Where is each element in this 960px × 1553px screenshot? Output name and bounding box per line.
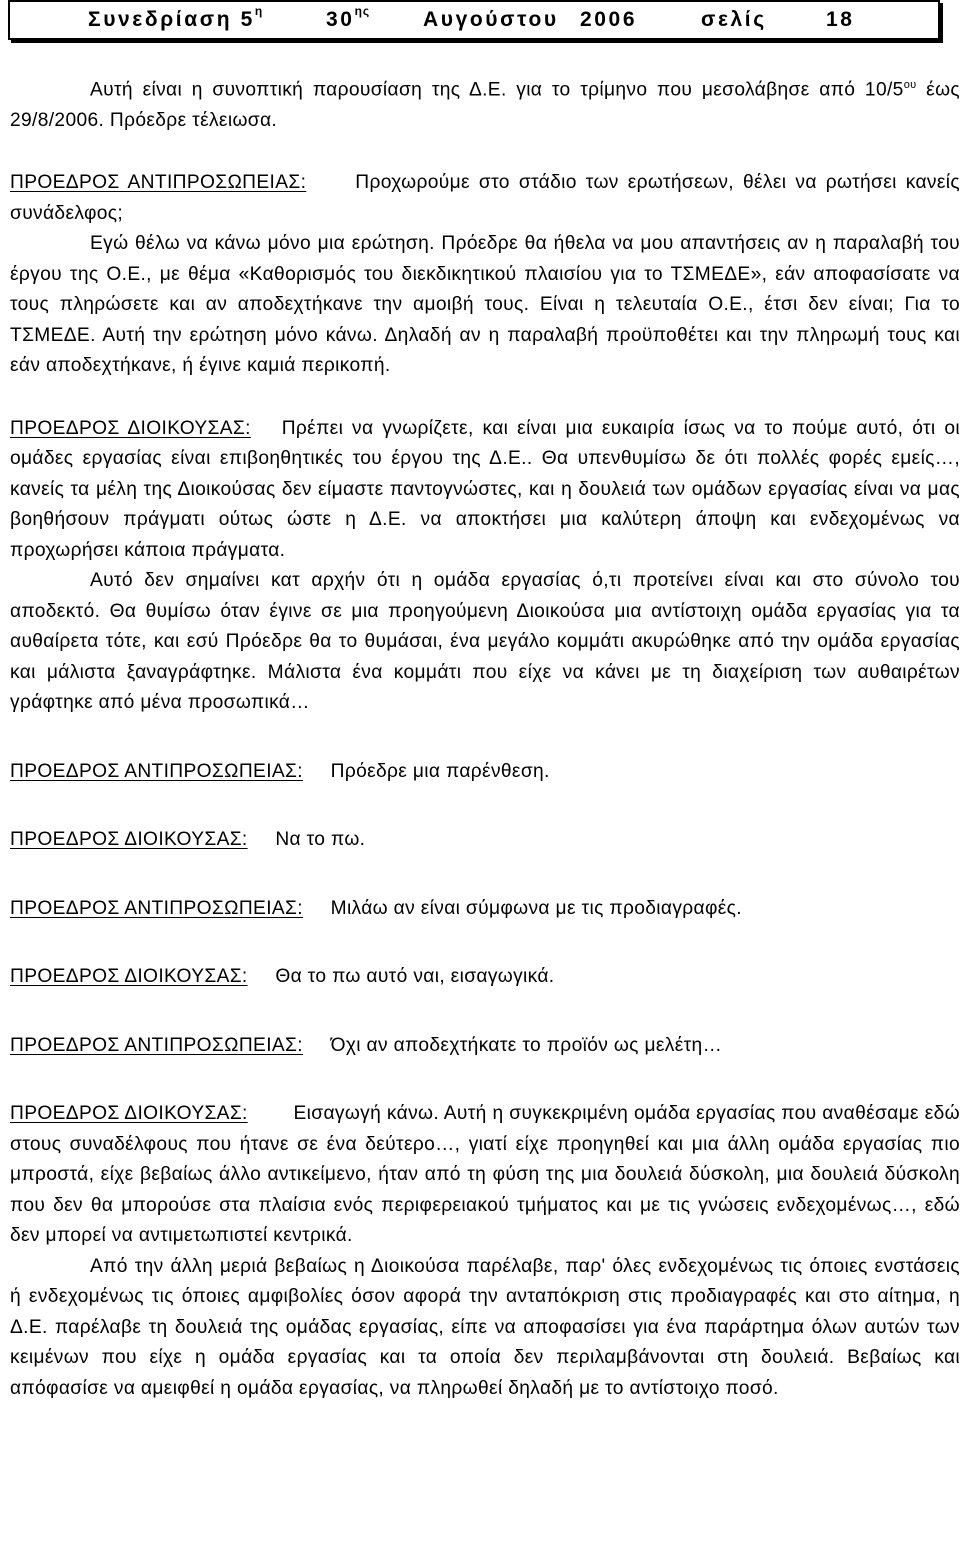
speech-block: ΠΡΟΕΔΡΟΣ ΑΝΤΙΠΡΟΣΩΠΕΙΑΣ: Πρόεδρε μια παρένθεση. (10, 760, 550, 782)
minutes-body (10, 70, 960, 1404)
speaker-label: ΠΡΟΕΔΡΟΣ ΑΝΤΙΠΡΟΣΩΠΕΙΑΣ: (10, 897, 303, 919)
session-year: 2006 (580, 8, 638, 31)
paragraph: Εγώ θέλω να κάνω μόνο μια ερώτηση. Πρόεδρε θα ήθελα να μου απαντήσεις αν η παραλαβή του έργου της Ο.Ε., με θέμα «Καθορισμός του διεκδικητικού πλαισίου για το ΤΣΜΕΔΕ», εάν αποφασίσατε να τους πληρώσετε και αν αποδεχτήκανε την αμοιβή τους. Είναι η τελευταία Ο.Ε., έτσι δεν είναι; Για το ΤΣΜΕΔΕ. Αυτή την ερώτηση μόνο κάνω. Δηλαδή αν η παραλαβή προϋποθέτει και την πληρωμή τους και εάν αποδεχτήκανε, ή έγινε καμιά περικοπή. (10, 233, 960, 377)
speech-block: ΠΡΟΕΔΡΟΣ ΔΙΟΙΚΟΥΣΑΣ: Θα το πω αυτό ναι, εισαγωγικά. (10, 966, 555, 988)
speech-block: ΠΡΟΕΔΡΟΣ ΑΝΤΙΠΡΟΣΩΠΕΙΑΣ: Όχι αν αποδεχτήκατε το προϊόν ως μελέτη… (10, 1034, 723, 1056)
speech-block: ΠΡΟΕΔΡΟΣ ΔΙΟΙΚΟΥΣΑΣ: Εισαγωγή κάνω. Αυτή η συγκεκριμένη ομάδα εργασίας που αναθέσαμε εδώ στους συναδέλφους που ήτανε σε ένα δεύτερο…, γιατί είχε προηγηθεί και μια άλλη ομάδα εργασίας πιο μπροστά, είχε βεβαίως άλλο αντικείμενο, ήταν από τη φύση της μια δουλειά δύσκολη, μια δουλειά δύσκολη που δεν θα μπορούσε στα πλαίσια ενός περιφερειακού τμήματος και με τις γνώσεις ενδεχομένως…, εδώ δεν μπορεί να αντιμετωπιστεί κεντρικά. (10, 1103, 960, 1247)
page-number: 18 (826, 8, 855, 31)
page-label: σελίς (701, 8, 767, 31)
speaker-label: ΠΡΟΕΔΡΟΣ ΔΙΟΙΚΟΥΣΑΣ: (10, 417, 251, 439)
speech-block: ΠΡΟΕΔΡΟΣ ΑΝΤΙΠΡΟΣΩΠΕΙΑΣ: Μιλάω αν είναι σύμφωνα με τις προδιαγραφές. (10, 897, 742, 919)
session-date-day: $30^{\eta\varsigma}$ (326, 4, 371, 31)
document-header (8, 0, 940, 40)
speaker-label: ΠΡΟΕΔΡΟΣ ΔΙΟΙΚΟΥΣΑΣ: (10, 829, 248, 851)
speaker-label: ΠΡΟΕΔΡΟΣ ΑΝΤΙΠΡΟΣΩΠΕΙΑΣ: (10, 172, 307, 194)
speaker-label: ΠΡΟΕΔΡΟΣ ΔΙΟΙΚΟΥΣΑΣ: (10, 966, 248, 988)
speaker-label: ΠΡΟΕΔΡΟΣ ΑΝΤΙΠΡΟΣΩΠΕΙΑΣ: (10, 1034, 303, 1056)
speech-block: ΠΡΟΕΔΡΟΣ ΑΝΤΙΠΡΟΣΩΠΕΙΑΣ: Προχωρούμε στο στάδιο των ερωτήσεων, θέλει να ρωτήσει κανείς συνάδελφος; (10, 172, 960, 224)
speaker-label: ΠΡΟΕΔΡΟΣ ΑΝΤΙΠΡΟΣΩΠΕΙΑΣ: (10, 760, 303, 782)
paragraph: Αυτό δεν σημαίνει κατ αρχήν ότι η ομάδα εργασίας ό,τι προτείνει είναι και στο σύνολο του αποδεκτό. Θα θυμίσω όταν έγινε σε μια προηγούμενη Διοικούσα μια αντίστοιχη ομάδα εργασίας για τα αυθαίρετα τότε, και εσύ Πρόεδρε θα το θυμάσαι, ένα μεγάλο κομμάτι ακυρώθηκε από την ομάδα εργασίας και μάλιστα ξαναγράφτηκε. Μάλιστα ένα κομμάτι που είχε να κάνει με τη διαχείριση των αυθαιρέτων γράφτηκε από μένα προσωπικά… (10, 570, 960, 714)
session-month: Αυγούστου (423, 8, 559, 31)
speaker-label: ΠΡΟΕΔΡΟΣ ΔΙΟΙΚΟΥΣΑΣ: (10, 1103, 248, 1125)
speech-block: ΠΡΟΕΔΡΟΣ ΔΙΟΙΚΟΥΣΑΣ: Να το πω. (10, 829, 366, 851)
paragraph: Από την άλλη μεριά βεβαίως η Διοικούσα παρέλαβε, παρ' όλες ενδεχομένως τις όποιες ενστάσεις ή ενδεχομένως τις όποιες αμφιβολίες όσον αφορά την ανταπόκριση στις προδιαγραφές και στο αίτημα, η Δ.Ε. παρέλαβε τη δουλειά της ομάδας εργασίας, είπε να αποφασίσει για ένα παράρτημα όλων αυτών των κειμένων που είχε η ομάδα εργασίας και τα οποία δεν περιλαμβάνονται στη δουλειά. Βεβαίως και απόφασίσε να αμειφθεί η ομάδα εργασίας, να πληρωθεί δηλαδή με το αντίστοιχο ποσό. (10, 1255, 960, 1399)
speech-block: ΠΡΟΕΔΡΟΣ ΔΙΟΙΚΟΥΣΑΣ: Πρέπει να γνωρίζετε, και είναι μια ευκαιρία ίσως να το πούμε αυτό, ότι οι ομάδες εργασίας είναι επιβοηθητικές του έργου της Δ.Ε.. Θα υπενθυμίσω δε ότι πολλές φορές εμείς…, κανείς τα μέλη της Διοικούσας δεν είμαστε παντογνώστες, και η δουλειά των ομάδων εργασίας είναι να μας βοηθήσουν πράγματι ούτως ώστε η Δ.Ε. να αποκτήσει μια καλύτερη άποψη και ενδεχομένως να προχωρήσει κάποια πράγματα. (10, 417, 960, 561)
paragraph: Αυτή είναι η συνοπτική παρουσίαση της Δ.Ε. για το τρίμηνο που μεσολάβησε από $10/5^{o\upsilon}$ έως 29/8/2006. Πρόεδρε τέλειωσα. (10, 79, 960, 131)
session-title: Συνεδρίαση $5^\eta$ (88, 4, 264, 31)
